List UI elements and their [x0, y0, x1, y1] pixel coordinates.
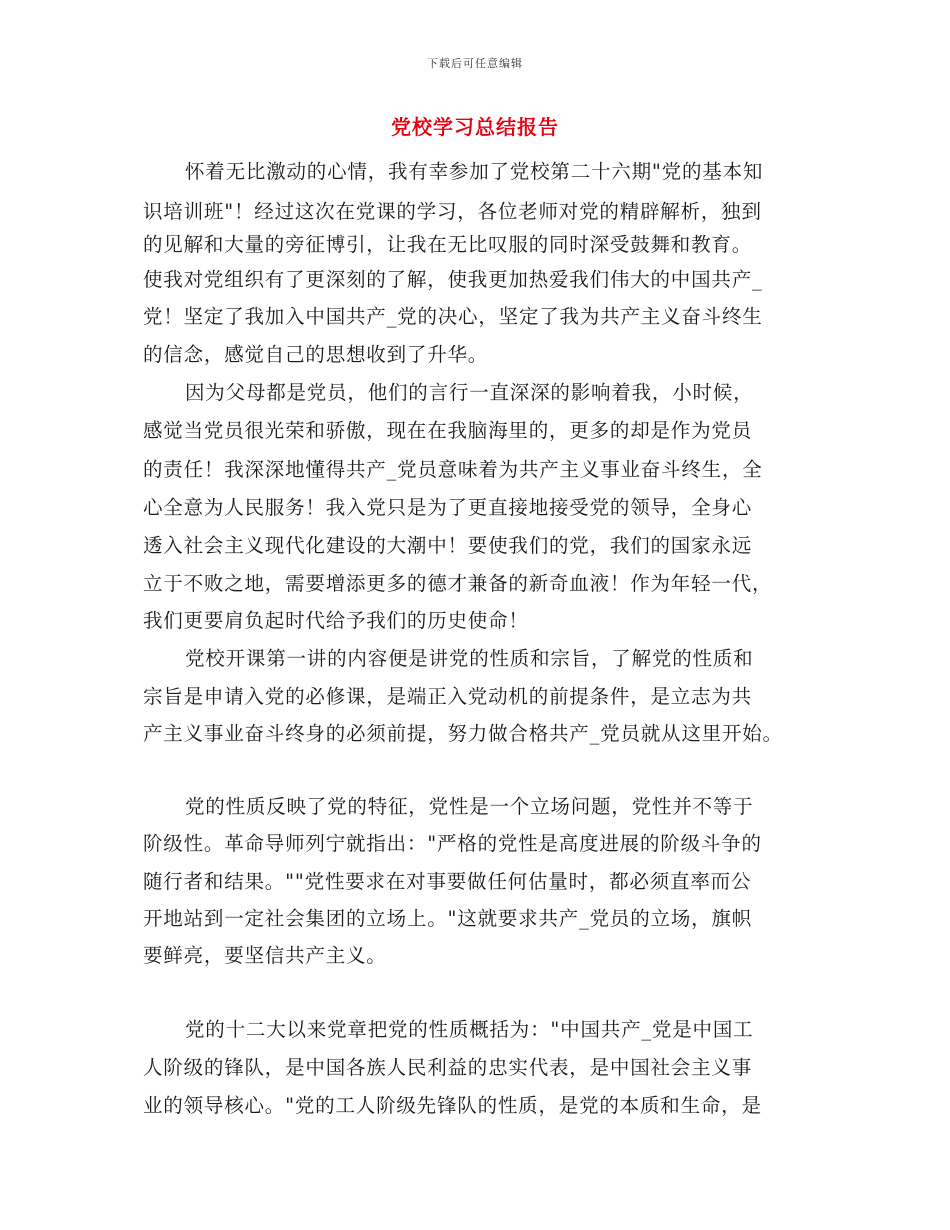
header-note: 下载后可任意编辑 [427, 57, 523, 70]
paragraph-line: 感觉当党员很光荣和骄傲，现在在我脑海里的，更多的却是作为党员 [143, 419, 753, 442]
paragraph-line: 我们更要肩负起时代给予我们的历史使命！ [143, 609, 529, 632]
paragraph-line: 立于不败之地，需要增添更多的德才兼备的新奇血液！作为年轻一代， [143, 572, 773, 595]
paragraph-line: 党的十二大以来党章把党的性质概括为："中国共产_党是中国工 [185, 1018, 754, 1041]
paragraph-line: 业的领导核心。"党的工人阶级先锋队的性质，是党的本质和生命，是 [143, 1094, 762, 1117]
paragraph-line: 产主义事业奋斗终身的必须前提，努力做合格共产_党员就从这里开始。 [143, 722, 783, 745]
paragraph-line: 的责任！我深深地懂得共产_党员意味着为共产主义事业奋斗终生，全 [143, 458, 763, 481]
paragraph-line: 识培训班"！经过这次在党课的学习，各位老师对党的精辟解析，独到 [143, 200, 762, 223]
paragraph-line: 使我对党组织有了更深刻的了解，使我更加热爱我们伟大的中国共产_ [143, 268, 763, 291]
paragraph-line: 党！坚定了我加入中国共产_党的决心，坚定了我为共产主义奋斗终生 [143, 305, 763, 328]
paragraph-line: 党校开课第一讲的内容便是讲党的性质和宗旨，了解党的性质和 [185, 647, 754, 670]
paragraph-line: 心全意为人民服务！我入党只是为了更直接地接受党的领导，全身心 [143, 496, 753, 519]
paragraph-line: 宗旨是申请入党的必修课，是端正入党动机的前提条件，是立志为共 [143, 685, 753, 708]
paragraph-line: 因为父母都是党员，他们的言行一直深深的影响着我，小时候， [185, 381, 754, 404]
paragraph-line: 的信念，感觉自己的思想收到了升华。 [143, 343, 489, 366]
document-title: 党校学习总结报告 [391, 115, 559, 139]
paragraph-line: 的见解和大量的旁征博引，让我在无比叹服的同时深受鼓舞和教育。 [143, 233, 753, 256]
paragraph-line: 透入社会主义现代化建设的大潮中！要使我们的党，我们的国家永远 [143, 534, 753, 557]
paragraph-line: 随行者和结果。""党性要求在对事要做任何估量时，都必须直率而公 [143, 870, 752, 893]
paragraph-line: 阶级性。革命导师列宁就指出："严格的党性是高度进展的阶级斗争的 [143, 832, 762, 855]
paragraph-line: 人阶级的锋队，是中国各族人民利益的忠实代表，是中国社会主义事 [143, 1056, 753, 1079]
paragraph-line: 党的性质反映了党的特征，党性是一个立场问题，党性并不等于 [185, 795, 754, 818]
paragraph-line: 怀着无比激动的心情，我有幸参加了党校第二十六期"党的基本知 [185, 160, 764, 183]
paragraph-line: 开地站到一定社会集团的立场上。"这就要求共产_党员的立场，旗帜 [143, 907, 753, 930]
paragraph-line: 要鲜亮，要坚信共产主义。 [143, 944, 387, 967]
